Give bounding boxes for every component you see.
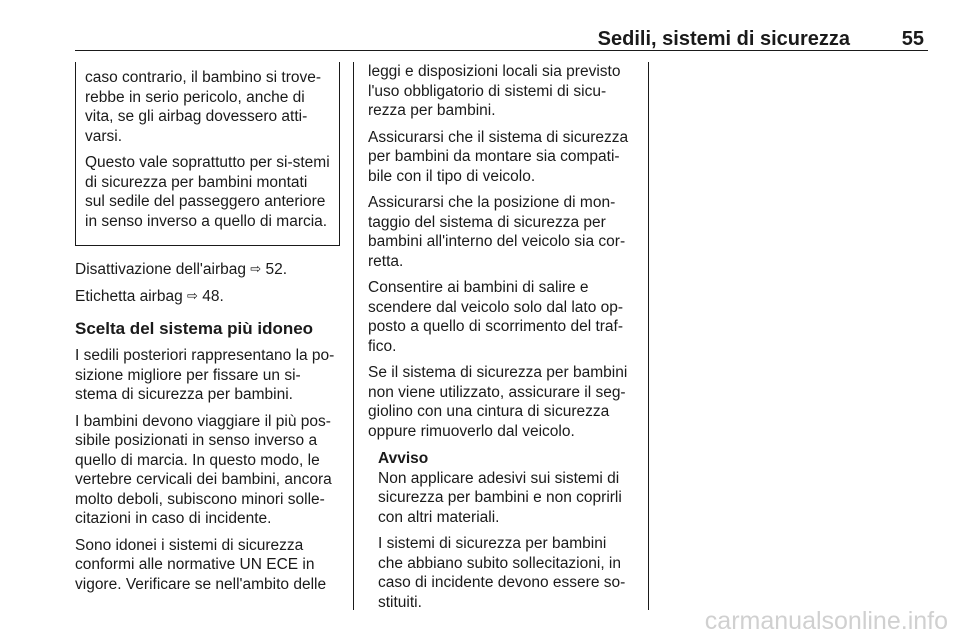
arrow-right-icon: ⇨ bbox=[187, 287, 198, 303]
body-paragraph: Assicurarsi che la posizione di mon-taggio del sistema di sicurezza per bambini all'interno del veicolo sia cor-retta. bbox=[368, 194, 626, 270]
warning-paragraph-2: Questo vale soprattutto per si-stemi di sicurezza per bambini montati sul sedile del passeggero anteriore in senso inverso a quello di marcia. bbox=[85, 154, 330, 230]
note-paragraph-1: Non applicare adesivi sui sistemi di sicurezza per bambini e non coprirli con altri materiali. bbox=[378, 469, 622, 526]
body-paragraph: Sono idonei i sistemi di sicurezza conformi alle normative UN ECE in vigore. Verificare se nell'ambito delle bbox=[75, 536, 327, 593]
body-paragraph: leggi e disposizioni locali sia previsto l'uso obbligatorio di sistemi di sicu-rezza per bambini. bbox=[368, 63, 621, 119]
body-paragraph: I sedili posteriori rappresentano la po-sizione migliore per fissare un si-stema di sicurezza per bambini. bbox=[75, 347, 335, 403]
xref-page: 48. bbox=[202, 287, 224, 305]
page-number: 55 bbox=[901, 28, 924, 50]
body-paragraph: Consentire ai bambini di salire e scendere dal veicolo solo dal lato op-posto a quello di scorrimento del traf-fico. bbox=[368, 279, 624, 355]
cross-reference-airbag-label[interactable] bbox=[75, 287, 340, 307]
warning-box bbox=[75, 62, 340, 246]
right-column bbox=[368, 62, 633, 619]
body-paragraph: I bambini devono viaggiare il più pos-sibile posizionati in senso inverso a quello di marcia. In questo modo, le vertebre cervicali dei bambini, ancora molto deboli, subiscono minori solle-citazioni in caso di incidente. bbox=[75, 412, 332, 527]
warning-paragraph-1: caso contrario, il bambino si trove-rebbe in serio pericolo, anche di vita, se gli airbag dovessero atti-varsi. bbox=[85, 69, 322, 145]
header-title: Sedili, sistemi di sicurezza bbox=[597, 28, 850, 50]
column-divider-right bbox=[648, 62, 649, 610]
page-header bbox=[75, 26, 928, 51]
note-block bbox=[378, 449, 633, 612]
body-paragraph: Assicurarsi che il sistema di sicurezza per bambini da montare sia compati-bile con il tipo di veicolo. bbox=[368, 128, 629, 185]
arrow-right-icon: ⇨ bbox=[250, 261, 262, 276]
cross-reference-airbag-deactivation[interactable] bbox=[75, 260, 340, 280]
column-divider bbox=[353, 62, 354, 610]
section-heading: Scelta del sistema più idoneo bbox=[75, 319, 314, 338]
xref-text: Disattivazione dell'airbag bbox=[75, 261, 246, 278]
body-paragraph: Se il sistema di sicurezza per bambini non viene utilizzato, assicurare il seg-giolino con una cintura di sicurezza oppure rimuoverlo dal veicolo. bbox=[368, 364, 628, 440]
note-paragraph-2: I sistemi di sicurezza per bambini che abbiano subito sollecitazioni, in caso di incidente devono essere so-stituiti. bbox=[378, 535, 626, 611]
note-title: Avviso bbox=[378, 450, 429, 467]
left-column bbox=[75, 62, 340, 601]
watermark: carmanualsonline.info bbox=[704, 607, 948, 635]
xref-text: Etichetta airbag bbox=[75, 287, 183, 305]
xref-page: 52. bbox=[265, 261, 288, 278]
